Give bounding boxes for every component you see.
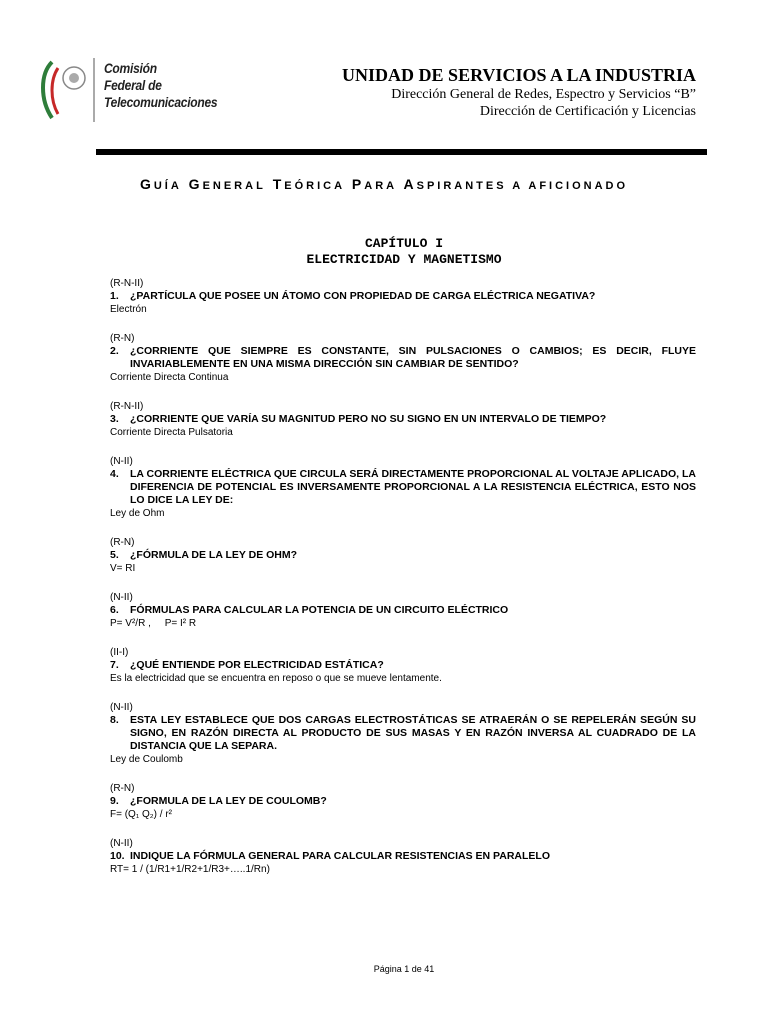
question-item — [110, 592, 696, 630]
question-answer: Corriente Directa Continua — [110, 372, 229, 383]
question-number: 10. — [110, 850, 125, 862]
question-answer: F= (Q₁ Q₂) / r² — [110, 809, 172, 820]
question-item — [110, 702, 696, 766]
question-text: ¿QUÉ ENTIENDE POR ELECTRICIDAD ESTÁTICA? — [130, 659, 384, 671]
chapter-title: ELECTRICIDAD Y MAGNETISMO — [306, 252, 502, 267]
guide-title-w1-cap: G — [139, 176, 154, 192]
question-number: 3. — [110, 413, 119, 425]
question-code: (R-N) — [110, 783, 135, 794]
question-item — [110, 783, 696, 821]
question-code: (N-II) — [110, 592, 133, 603]
question-answer: Ley de Ohm — [110, 508, 165, 519]
logo-line-1: Comisión — [104, 60, 157, 76]
question-number: 9. — [110, 795, 119, 807]
question-item — [110, 838, 696, 876]
question-answer: Corriente Directa Pulsatoria — [110, 427, 233, 438]
header-title: UNIDAD DE SERVICIOS A LA INDUSTRIA — [342, 65, 696, 85]
guide-title-w5-rest: SPIRANTES A AFICIONADO — [416, 180, 629, 192]
question-text: ¿FÓRMULA DE LA LEY DE OHM? — [130, 549, 298, 561]
question-text: ¿FORMULA DE LA LEY DE COULOMB? — [130, 795, 327, 807]
question-code: (N-II) — [110, 456, 133, 467]
guide-title-w4-rest: ARA — [364, 180, 398, 192]
question-number: 6. — [110, 604, 119, 616]
question-item — [110, 537, 696, 575]
question-number: 7. — [110, 659, 119, 671]
logo-line-3: Telecomunicaciones — [104, 94, 218, 110]
guide-title-w2-cap: G — [188, 176, 203, 192]
question-answer: Electrón — [110, 304, 147, 315]
page-number: Página 1 de 41 — [373, 964, 435, 974]
question-text: LA CORRIENTE ELÉCTRICA QUE CIRCULA SERÁ DIRECTAMENTE PROPORCIONAL AL VOLTAJE APLICADO, LA DIFERENCIA DE POTENCIAL ES INVERSAMENTE PROPORCIONAL A LA RESISTENCIA ELÉCTRICA, ESTO NOS LO DICE LA LEY DE: — [130, 468, 696, 506]
question-text: INDIQUE LA FÓRMULA GENERAL PARA CALCULAR RESISTENCIAS EN PARALELO — [130, 850, 551, 862]
question-code: (R-N) — [110, 333, 135, 344]
question-text: ¿PARTÍCULA QUE POSEE UN ÁTOMO CON PROPIEDAD DE CARGA ELÉCTRICA NEGATIVA? — [130, 290, 596, 302]
chapter-number: CAPÍTULO I — [364, 236, 443, 251]
question-number: 1. — [110, 290, 119, 302]
question-number: 5. — [110, 549, 119, 561]
question-code: (R-N-II) — [110, 401, 144, 412]
guide-title-w3-rest: EÓRICA — [284, 180, 346, 192]
question-text: ¿CORRIENTE QUE SIEMPRE ES CONSTANTE, SIN PULSACIONES O CAMBIOS; ES DECIR, FLUYE INVARIABLEMENTE EN UNA MISMA DIRECCIÓN SIN CAMBIAR DE SENTIDO? — [130, 345, 696, 370]
question-answer: V= RI — [110, 563, 136, 574]
question-number: 2. — [110, 345, 119, 357]
header-rule — [96, 149, 707, 155]
question-item — [110, 647, 696, 685]
document-header — [342, 64, 696, 120]
question-number: 4. — [110, 468, 119, 480]
header-subtitle-2: Dirección de Certificación y Licencias — [479, 104, 696, 119]
guide-title-w3-cap: T — [272, 176, 285, 192]
question-list — [110, 278, 696, 893]
guide-title-w2-rest: ENERAL — [202, 180, 266, 192]
question-item — [110, 333, 696, 384]
chapter-heading — [0, 236, 768, 268]
question-text: FÓRMULAS PARA CALCULAR LA POTENCIA DE UN CIRCUITO ELÉCTRICO — [130, 604, 509, 616]
question-code: (N-II) — [110, 838, 133, 849]
question-text: ESTA LEY ESTABLECE QUE DOS CARGAS ELECTROSTÁTICAS SE ATRAERÁN O SE REPELERÁN SEGÚN SU SIGNO, EN RAZÓN DIRECTA AL PRODUCTO DE SUS MASAS Y EN RAZÓN INVERSA AL CUADRADO DE LA DISTANCIA QUE LA SEPARA. — [130, 714, 696, 752]
question-item — [110, 278, 696, 316]
cofetel-logo — [38, 56, 228, 126]
question-item — [110, 456, 696, 520]
question-text: ¿CORRIENTE QUE VARÍA SU MAGNITUD PERO NO SU SIGNO EN UN INTERVALO DE TIEMPO? — [130, 413, 607, 425]
question-code: (N-II) — [110, 702, 133, 713]
guide-title-w5-cap: A — [403, 176, 417, 192]
question-number: 8. — [110, 714, 119, 726]
guide-title-w1-rest: UÍA — [153, 180, 182, 192]
header-subtitle-1: Dirección General de Redes, Espectro y Servicios “B” — [391, 87, 696, 102]
guide-title — [0, 176, 768, 192]
question-code: (II-I) — [110, 647, 129, 658]
logo-line-2: Federal de — [104, 77, 162, 93]
eagle-seal-icon — [38, 56, 102, 128]
question-answer: Es la electricidad que se encuentra en reposo o que se mueve lentamente. — [110, 673, 442, 684]
question-code: (R-N-II) — [110, 278, 144, 289]
question-answer: P= V²/R , P= I² R — [110, 618, 197, 629]
question-answer: Ley de Coulomb — [110, 754, 183, 765]
question-code: (R-N) — [110, 537, 135, 548]
guide-title-w4-cap: P — [351, 176, 365, 192]
question-item — [110, 401, 696, 439]
question-answer: RT= 1 / (1/R1+1/R2+1/R3+…..1/Rn) — [110, 864, 270, 875]
